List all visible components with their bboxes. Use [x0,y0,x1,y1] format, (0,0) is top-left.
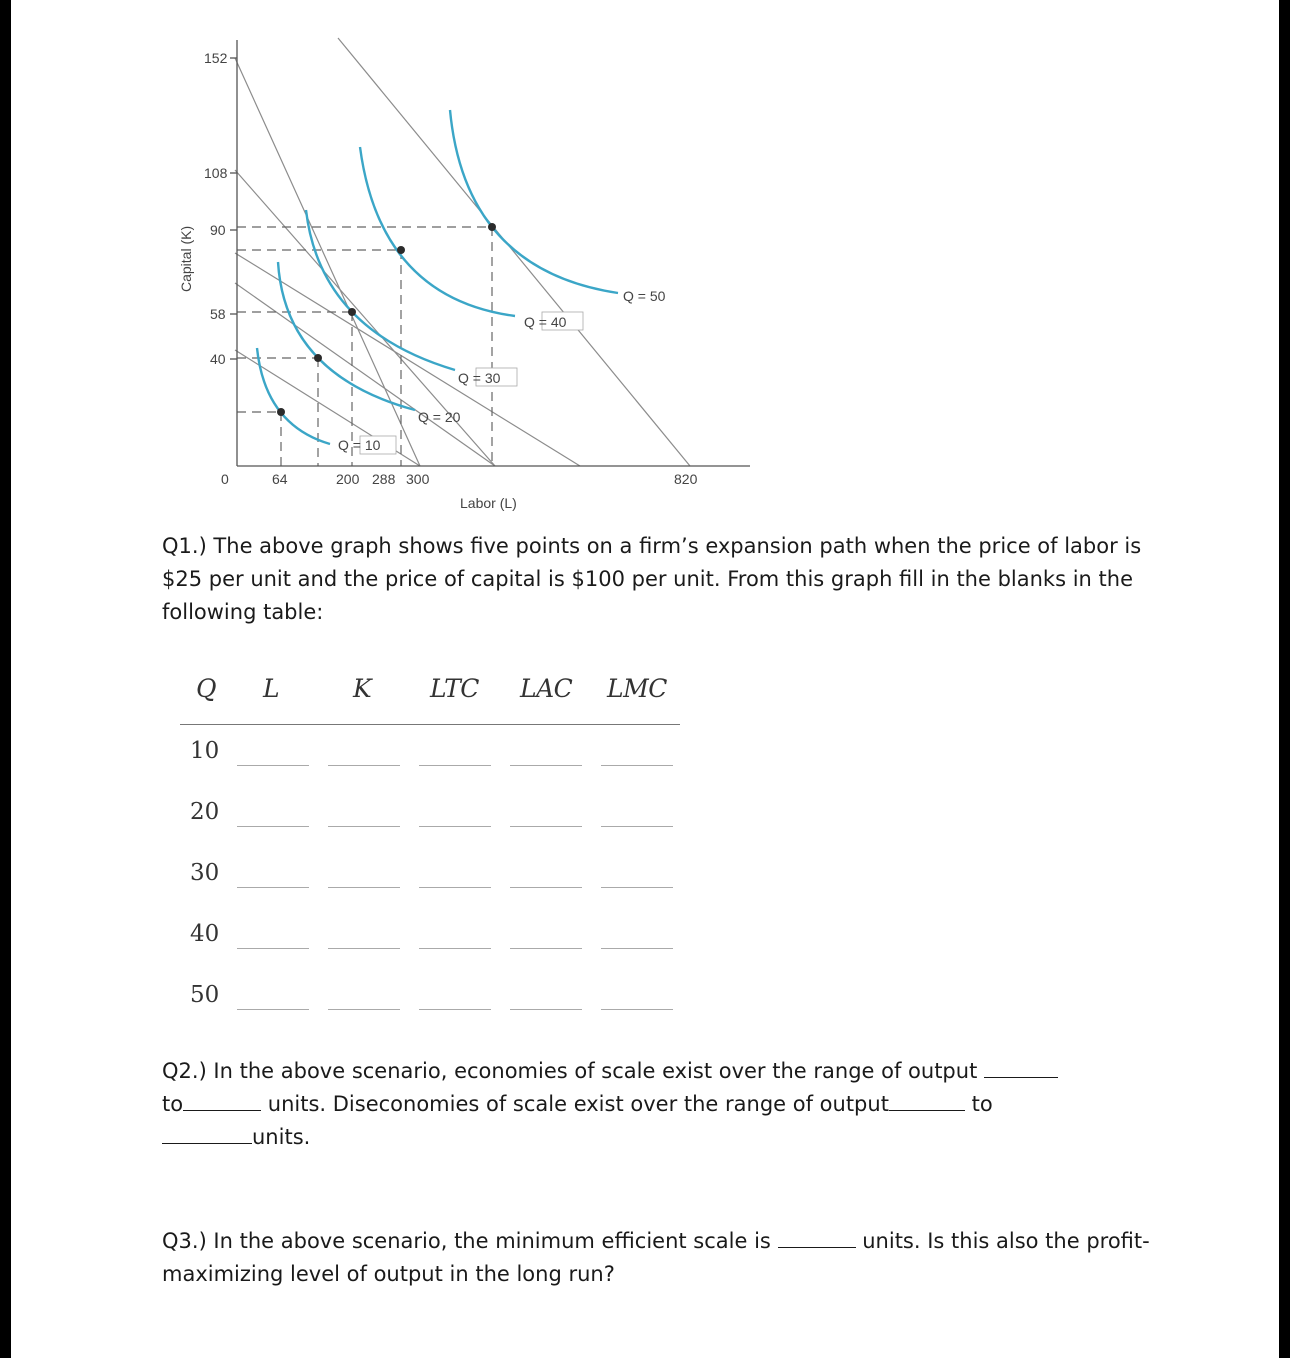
table-header-ltc: LTC [430,674,479,703]
q2-blank-1[interactable] [984,1055,1058,1078]
expansion-path-points [277,223,496,416]
y-axis-label: Capital (K) [178,225,194,292]
y-tick-90: 90 [210,222,226,238]
isocost-line-1 [235,58,420,466]
table-blank-q20-col2[interactable] [328,826,400,827]
x-tick-0: 0 [221,471,229,487]
table-header-rule [180,724,680,725]
table-blank-q10-col3[interactable] [419,765,491,766]
table-blank-q30-col2[interactable] [328,887,400,888]
table-blank-q40-col1[interactable] [237,948,309,949]
q3-text-2: units. Is this also the profit-maximizing level of output in the long run? [162,1229,1150,1286]
table-blank-q20-col5[interactable] [601,826,673,827]
table-row-q30: 30 [190,860,220,886]
isoquant-label-q50: Q = 50 [623,288,666,304]
question-2 [162,1055,1152,1154]
isoquant-q30 [306,210,455,370]
question-1: Q1.) The above graph shows five points on a firm’s expansion path when the price of labor is $25 per unit and the price of capital is $100 per unit. From this graph fill in the blanks in the following table: [162,534,1142,624]
table-blank-q20-col4[interactable] [510,826,582,827]
q3-text-1: Q3.) In the above scenario, the minimum efficient scale is [162,1229,771,1253]
table-row-q50: 50 [190,982,220,1008]
right-black-border [1279,0,1290,1358]
q3-blank-1[interactable] [778,1225,856,1248]
table-blank-q40-col3[interactable] [419,948,491,949]
table-header-lac: LAC [520,674,573,703]
expansion-point-q30 [348,308,356,316]
table-row-q20: 20 [190,799,220,825]
table-row-q40: 40 [190,921,220,947]
x-tick-300: 300 [406,471,430,487]
y-tick-40: 40 [210,351,226,367]
question-3 [162,1225,1152,1291]
expansion-point-q40 [397,246,405,254]
table-blank-q40-col2[interactable] [328,948,400,949]
table-header-lmc: LMC [607,674,667,703]
x-tick-820: 820 [674,471,698,487]
y-tick-108: 108 [204,165,228,181]
table-header-q: Q [196,674,216,703]
table-blank-q20-col1[interactable] [237,826,309,827]
table-blank-q10-col5[interactable] [601,765,673,766]
isoquant-q20 [278,262,415,410]
expansion-point-q50 [488,223,496,231]
table-row-q10: 10 [190,738,220,764]
isoquant-label-q30: Q = 30 [458,370,501,386]
table-blank-q50-col3[interactable] [419,1009,491,1010]
dashed-guides [237,227,492,466]
table-blank-q20-col3[interactable] [419,826,491,827]
expansion-point-q20 [314,354,322,362]
y-tick-152: 152 [204,50,228,66]
isoquant-label-q20: Q = 20 [418,409,461,425]
q2-text-3: units. Diseconomies of scale exist over the range of output [267,1092,889,1116]
q2-text-1: Q2.) In the above scenario, economies of scale exist over the range of output [162,1059,978,1083]
left-black-border [0,0,11,1358]
table-blank-q50-col4[interactable] [510,1009,582,1010]
q2-blank-3[interactable] [889,1088,965,1111]
isoquant-q10 [257,348,330,444]
q2-blank-2[interactable] [183,1088,261,1111]
isoquant-label-q40: Q = 40 [524,314,567,330]
table-header-l: L [263,674,280,703]
table-blank-q50-col1[interactable] [237,1009,309,1010]
x-tick-200: 200 [336,471,360,487]
isocost-line-5 [235,253,580,466]
table-blank-q40-col5[interactable] [601,948,673,949]
table-blank-q30-col4[interactable] [510,887,582,888]
table-blank-q50-col2[interactable] [328,1009,400,1010]
table-blank-q10-col2[interactable] [328,765,400,766]
isoquant-q50 [450,110,618,293]
table-blank-q40-col4[interactable] [510,948,582,949]
table-blank-q10-col4[interactable] [510,765,582,766]
table-blank-q50-col5[interactable] [601,1009,673,1010]
expansion-point-q10 [277,408,285,416]
x-tick-64: 64 [272,471,288,487]
isoquant-curves [257,110,618,444]
q2-text-2: to [162,1092,184,1116]
q2-text-4: to [971,1092,993,1116]
isoquant-graph [160,30,760,520]
table-header-k: K [353,674,372,703]
table-blank-q30-col3[interactable] [419,887,491,888]
x-tick-288: 288 [372,471,396,487]
q2-blank-4[interactable] [162,1121,252,1144]
table-blank-q30-col1[interactable] [237,887,309,888]
x-axis-label: Labor (L) [460,495,517,511]
table-blank-q30-col5[interactable] [601,887,673,888]
y-tick-58: 58 [210,306,226,322]
table-blank-q10-col1[interactable] [237,765,309,766]
isoquant-label-q10: Q = 10 [338,437,381,453]
isocost-lines [235,38,690,466]
q2-text-5: units. [252,1125,311,1149]
